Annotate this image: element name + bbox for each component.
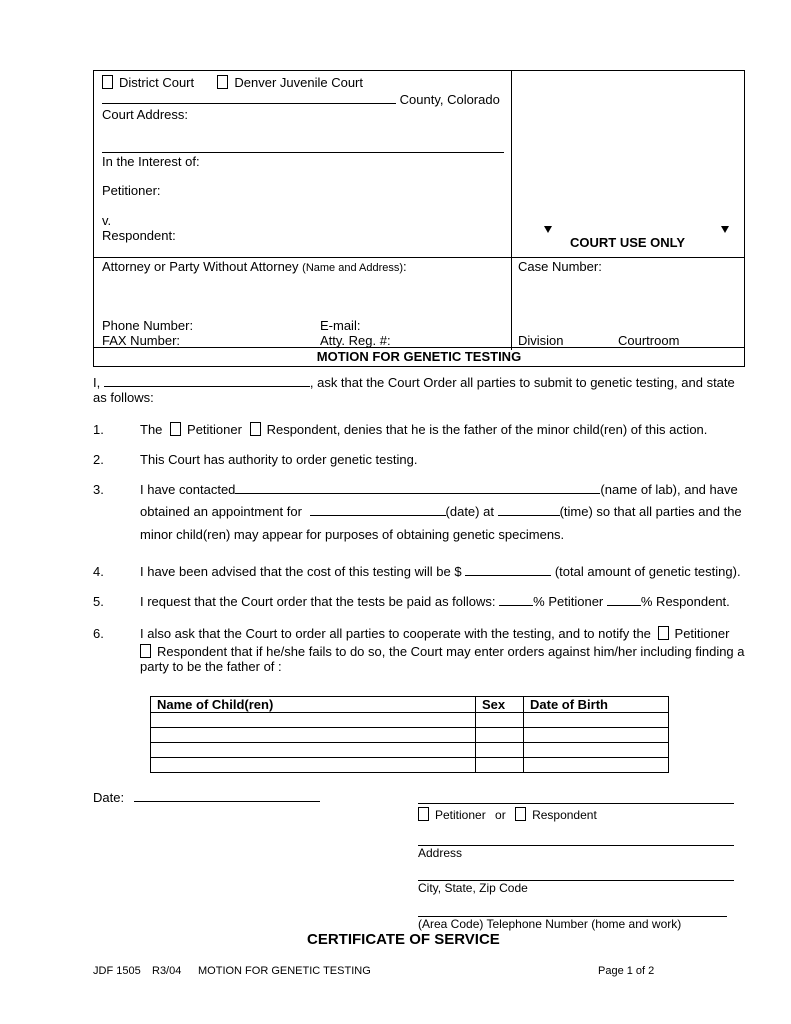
- item-5-b: % Petitioner: [533, 594, 604, 609]
- table-row: [151, 743, 669, 758]
- down-arrow-icon: [544, 226, 552, 233]
- footer-revision: R3/04: [152, 965, 182, 977]
- item-3-d: (date) at: [445, 504, 494, 519]
- item-6-line-1: [140, 626, 729, 641]
- date-field[interactable]: [134, 790, 320, 802]
- item-3-b: (name of lab), and have: [600, 482, 738, 497]
- item-4-a: I have been advised that the cost of this testing will be $: [140, 564, 462, 579]
- county-field[interactable]: [102, 92, 396, 104]
- court-address-field[interactable]: [102, 152, 504, 153]
- intro-suffix: , ask that the Court Order all parties to submit to genetic testing, and state: [309, 375, 735, 390]
- intro-prefix: I,: [93, 375, 101, 390]
- item-4-text: [140, 564, 741, 579]
- item-3-line-2: [140, 504, 742, 519]
- v-label: v.: [102, 213, 112, 228]
- juvenile-court-label: Denver Juvenile Court: [234, 75, 363, 90]
- party-select: [418, 807, 597, 822]
- child-sex-cell[interactable]: [476, 713, 524, 728]
- table-row: [151, 758, 669, 773]
- item-6-petitioner-checkbox[interactable]: [658, 626, 669, 640]
- item-6-a: I also ask that the Court to order all parties to cooperate with the testing, and to notify the: [140, 626, 651, 641]
- form-title: MOTION FOR GENETIC TESTING: [316, 349, 522, 364]
- table-header-row: [151, 697, 669, 713]
- attorney-label-text: Attorney or Party Without Attorney: [102, 259, 299, 274]
- signature-line[interactable]: [418, 803, 734, 804]
- item-3-number: 3.: [93, 482, 104, 497]
- city-label: City, State, Zip Code: [418, 881, 528, 895]
- address-line[interactable]: [418, 845, 734, 846]
- children-table: [150, 696, 669, 773]
- attorney-label: [102, 259, 407, 274]
- item-3-line-3: minor child(ren) may appear for purposes of obtaining genetic specimens.: [140, 527, 565, 542]
- dob-header: Date of Birth: [524, 697, 669, 713]
- attorney-sublabel: (Name and Address): [302, 262, 404, 274]
- juvenile-court-checkbox[interactable]: [217, 75, 228, 89]
- item-1-respondent-label: Respondent, denies that he is the father of the minor child(ren) of this action.: [266, 422, 708, 437]
- item-6-respondent-checkbox[interactable]: [140, 644, 151, 658]
- division-label: Division: [518, 333, 564, 348]
- child-name-cell[interactable]: [151, 713, 476, 728]
- caption-mid-rule: [93, 257, 745, 258]
- phone-label: Phone Number:: [102, 318, 194, 333]
- interest-label: In the Interest of:: [102, 154, 200, 169]
- footer-form-number: JDF 1505: [93, 965, 141, 977]
- item-3-e: (time) so that all parties and the: [559, 504, 742, 519]
- item-1-number: 1.: [93, 422, 104, 437]
- date-label: Date:: [93, 790, 125, 805]
- item-5-text: [140, 594, 730, 609]
- signature-petitioner-checkbox[interactable]: [418, 807, 429, 821]
- item-1-pre: The: [140, 422, 163, 437]
- item-6-number: 6.: [93, 626, 104, 641]
- item-2-text: This Court has authority to order genetic testing.: [140, 452, 418, 467]
- address-label: Address: [418, 846, 463, 860]
- district-court-checkbox[interactable]: [102, 75, 113, 89]
- sex-header: Sex: [476, 697, 524, 713]
- lab-name-field[interactable]: [235, 482, 600, 494]
- email-label: E-mail:: [320, 318, 361, 333]
- table-row: [151, 713, 669, 728]
- caption-divider: [511, 70, 512, 350]
- courtroom-label: Courtroom: [618, 333, 680, 348]
- certificate-title: CERTIFICATE OF SERVICE: [307, 931, 500, 948]
- court-options: [102, 75, 363, 90]
- item-3-c: obtained an appointment for: [140, 504, 302, 519]
- item-1-respondent-checkbox[interactable]: [250, 422, 261, 436]
- appointment-time-field[interactable]: [498, 504, 560, 516]
- cost-field[interactable]: [465, 564, 551, 576]
- intro-line-2: as follows:: [93, 390, 154, 405]
- item-5-a: I request that the Court order that the tests be paid as follows:: [140, 594, 496, 609]
- signature-respondent-label: Respondent: [532, 808, 597, 822]
- intro-line-1: [93, 375, 735, 390]
- county-suffix: County, Colorado: [399, 92, 500, 107]
- county-line: [102, 92, 500, 107]
- footer-title: MOTION FOR GENETIC TESTING: [198, 965, 371, 977]
- footer-page: Page 1 of 2: [598, 965, 655, 977]
- phone-label: (Area Code) Telephone Number (home and work): [418, 917, 682, 931]
- item-6-b: Respondent that if he/she fails to do so, the Court may enter orders against him/her including finding a: [157, 644, 745, 659]
- name-header: Name of Child(ren): [151, 697, 476, 713]
- petitioner-percent-field[interactable]: [499, 594, 533, 606]
- district-court-label: District Court: [119, 75, 195, 90]
- down-arrow-icon: [721, 226, 729, 233]
- court-use-only: COURT USE ONLY: [570, 235, 686, 250]
- child-sex-cell[interactable]: [476, 758, 524, 773]
- appointment-date-field[interactable]: [310, 504, 446, 516]
- item-6-line-2: [140, 644, 745, 659]
- child-dob-cell[interactable]: [524, 728, 669, 743]
- respondent-percent-field[interactable]: [607, 594, 641, 606]
- item-3-line-1: [140, 482, 738, 497]
- signature-or: or: [495, 808, 506, 822]
- item-5-c: % Respondent.: [640, 594, 730, 609]
- item-1-text: [140, 422, 707, 437]
- item-5-number: 5.: [93, 594, 104, 609]
- child-name-cell[interactable]: [151, 743, 476, 758]
- case-number-label: Case Number:: [518, 259, 602, 274]
- fax-label: FAX Number:: [102, 333, 181, 348]
- item-1-petitioner-checkbox[interactable]: [170, 422, 181, 436]
- item-6-petitioner-label: Petitioner: [674, 626, 730, 641]
- petitioner-label: Petitioner:: [102, 183, 161, 198]
- respondent-label: Respondent:: [102, 228, 176, 243]
- child-name-cell[interactable]: [151, 758, 476, 773]
- child-sex-cell[interactable]: [476, 743, 524, 758]
- attorney-colon: :: [403, 259, 407, 274]
- child-dob-cell[interactable]: [524, 758, 669, 773]
- date-line: [93, 790, 320, 805]
- child-sex-cell[interactable]: [476, 728, 524, 743]
- court-address-label: Court Address:: [102, 107, 188, 122]
- item-1-petitioner-label: Petitioner: [187, 422, 242, 437]
- child-dob-cell[interactable]: [524, 743, 669, 758]
- table-row: [151, 728, 669, 743]
- child-dob-cell[interactable]: [524, 713, 669, 728]
- item-4-number: 4.: [93, 564, 104, 579]
- item-6-line-3: party to be the father of :: [140, 659, 282, 674]
- item-4-b: (total amount of genetic testing).: [554, 564, 741, 579]
- item-3-a: I have contacted: [140, 482, 236, 497]
- item-2-number: 2.: [93, 452, 104, 467]
- atty-reg-label: Atty. Reg. #:: [320, 333, 391, 348]
- child-name-cell[interactable]: [151, 728, 476, 743]
- signature-respondent-checkbox[interactable]: [515, 807, 526, 821]
- name-field[interactable]: [104, 375, 310, 387]
- signature-petitioner-label: Petitioner: [435, 808, 486, 822]
